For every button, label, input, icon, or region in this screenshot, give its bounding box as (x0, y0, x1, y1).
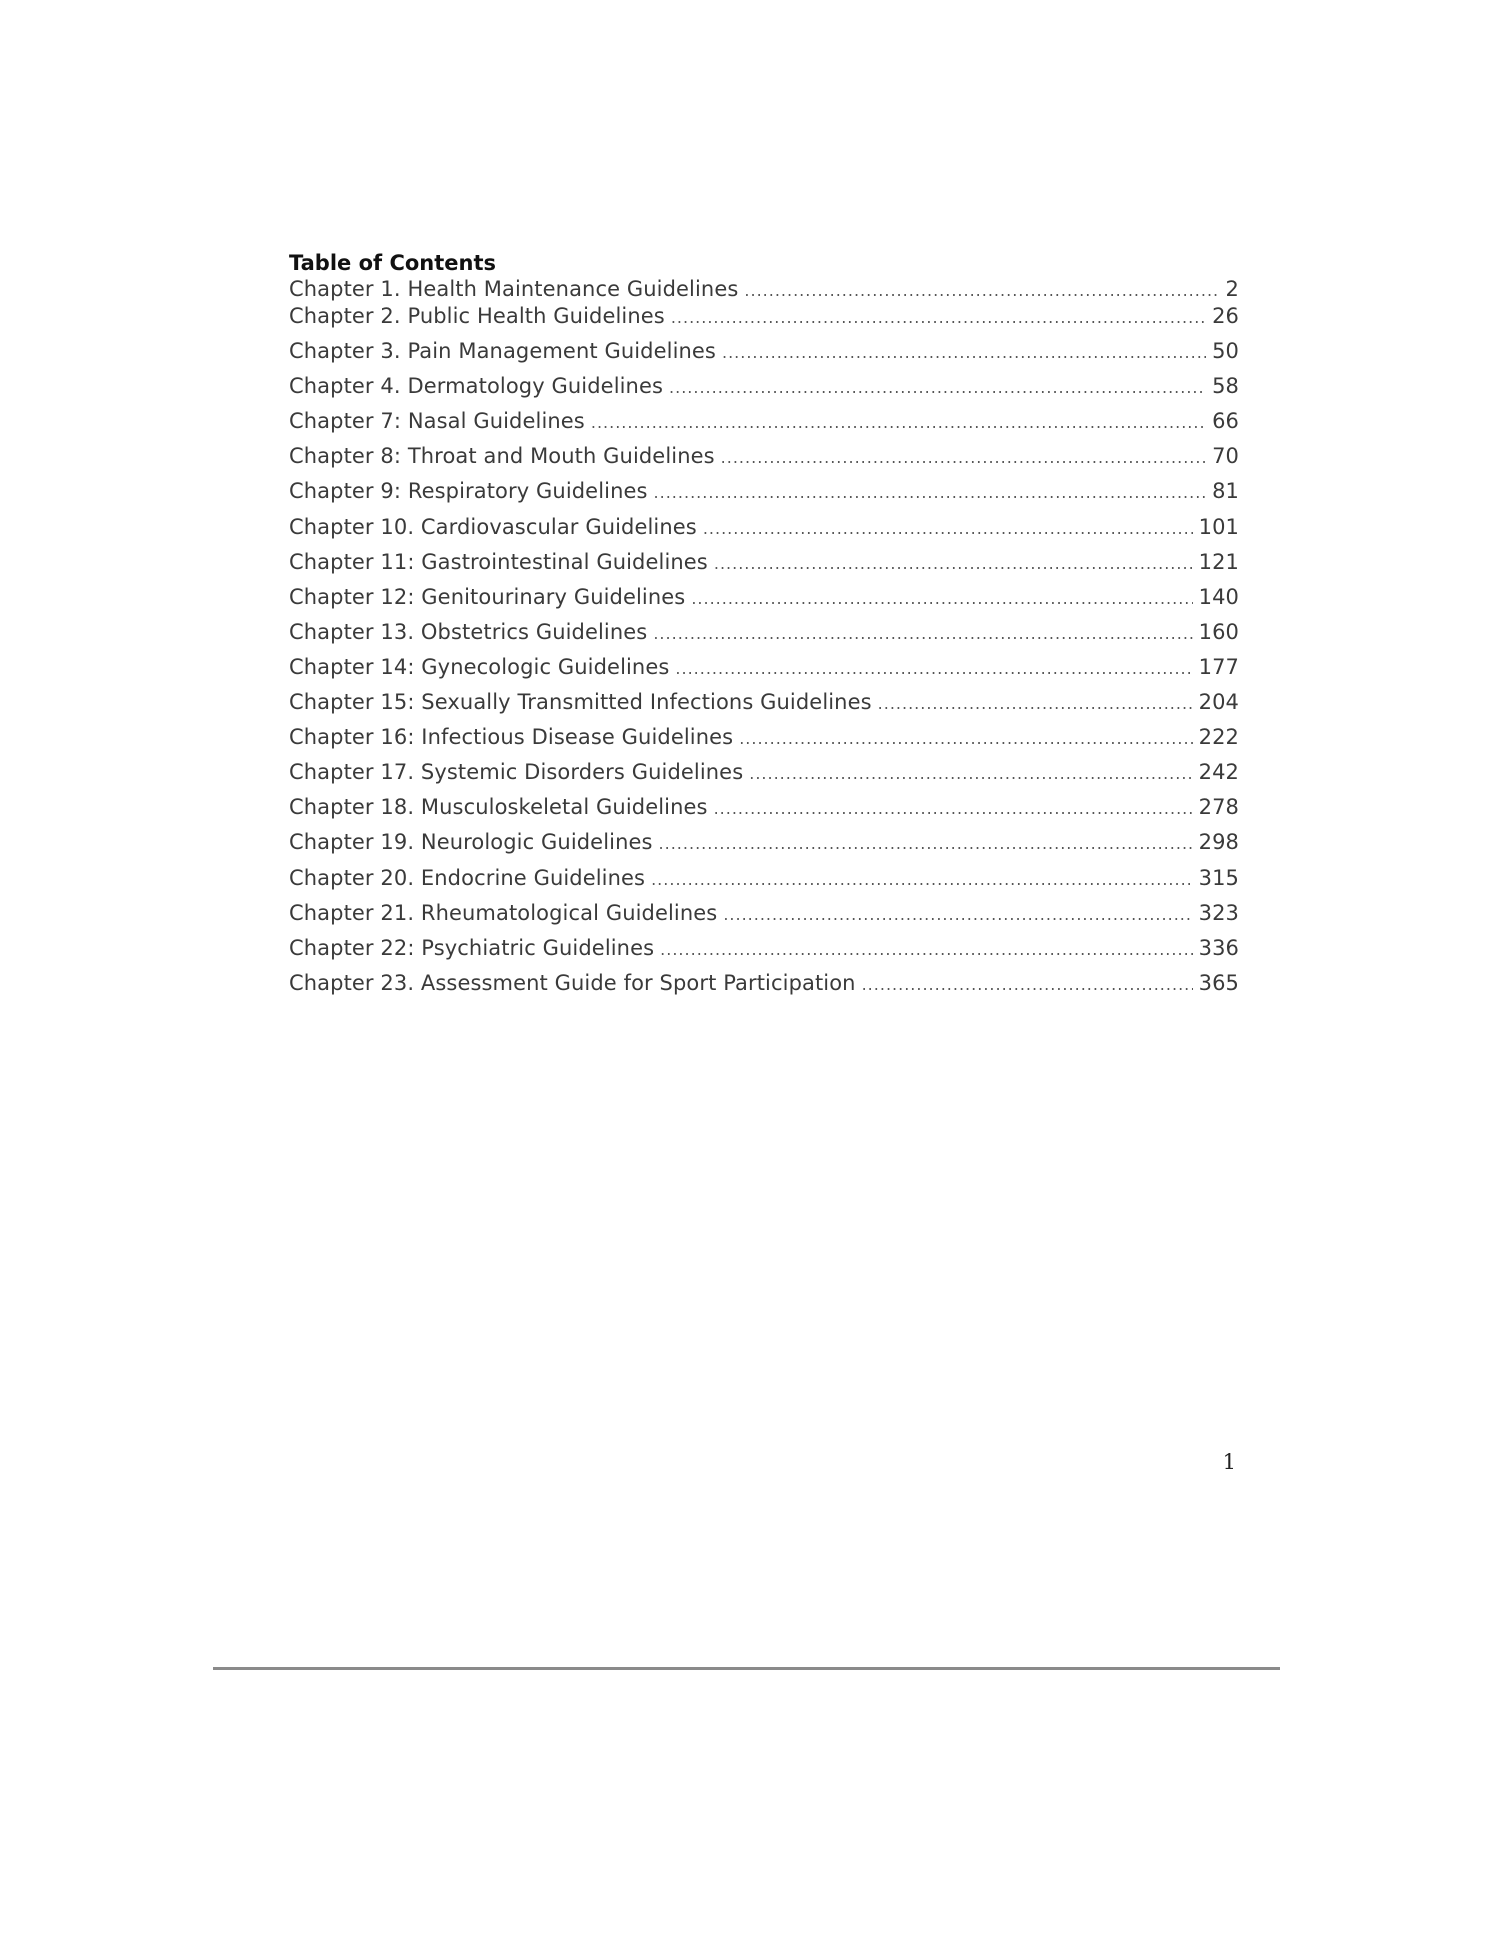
toc-entry[interactable] (289, 303, 1239, 338)
toc-entry-label: Chapter 7: Nasal Guidelines (289, 409, 585, 434)
toc-entry-page: 222 (1198, 725, 1239, 750)
toc-entry-label: Chapter 23. Assessment Guide for Sport Participation (289, 970, 856, 995)
toc-entry-label: Chapter 18. Musculoskeletal Guidelines (289, 795, 708, 820)
toc-entry-page: 81 (1212, 479, 1239, 504)
toc-entry-page: 58 (1212, 374, 1239, 399)
toc-entry[interactable] (289, 514, 1239, 549)
toc-dot-leader (749, 761, 1192, 787)
toc-entry-page: 315 (1198, 865, 1239, 890)
toc-entry-label: Chapter 19. Neurologic Guidelines (289, 830, 653, 855)
toc-entry-label: Chapter 10. Cardiovascular Guidelines (289, 514, 697, 539)
toc-entry-label: Chapter 15: Sexually Transmitted Infections Guidelines (289, 690, 872, 715)
toc-entry[interactable] (289, 724, 1239, 759)
table-of-contents (289, 250, 1239, 1005)
toc-dot-leader (660, 937, 1192, 963)
toc-entry-page: 121 (1198, 549, 1239, 574)
toc-entry[interactable] (289, 865, 1239, 900)
toc-dot-leader (671, 305, 1206, 331)
toc-dot-leader (739, 726, 1192, 752)
toc-entry[interactable] (289, 408, 1239, 443)
toc-entry-label: Chapter 20. Endocrine Guidelines (289, 865, 646, 890)
toc-entry-page: 365 (1198, 970, 1239, 995)
toc-entry[interactable] (289, 900, 1239, 935)
toc-dot-leader (714, 796, 1193, 822)
toc-entry-page: 177 (1198, 654, 1239, 679)
toc-entry[interactable] (289, 970, 1239, 1005)
toc-entry-label: Chapter 9: Respiratory Guidelines (289, 479, 648, 504)
toc-entry[interactable] (289, 689, 1239, 724)
toc-entry[interactable] (289, 549, 1239, 584)
toc-entry-label: Chapter 4. Dermatology Guidelines (289, 374, 664, 399)
toc-entry[interactable] (289, 584, 1239, 619)
toc-entry-page: 160 (1198, 619, 1239, 644)
toc-dot-leader (669, 375, 1206, 401)
toc-dot-leader (703, 516, 1193, 542)
toc-dot-leader (744, 278, 1219, 304)
toc-entry-page: 50 (1212, 339, 1239, 364)
toc-entry[interactable] (289, 443, 1239, 478)
toc-dot-leader (591, 410, 1206, 436)
toc-dot-leader (675, 656, 1192, 682)
toc-dot-leader (862, 972, 1193, 998)
toc-entry-page: 26 (1212, 304, 1239, 328)
toc-entry-page: 323 (1198, 900, 1239, 925)
toc-entry[interactable] (289, 794, 1239, 829)
toc-entry-page: 140 (1198, 584, 1239, 609)
toc-entry-page: 66 (1212, 409, 1239, 434)
toc-entry-page: 2 (1225, 277, 1239, 301)
toc-entry-label: Chapter 8: Throat and Mouth Guidelines (289, 444, 715, 469)
toc-entry[interactable] (289, 338, 1239, 373)
toc-dot-leader (721, 445, 1206, 471)
toc-entry-page: 242 (1198, 760, 1239, 785)
toc-entry[interactable] (289, 619, 1239, 654)
toc-entry-page: 298 (1198, 830, 1239, 855)
toc-entry-page: 101 (1198, 514, 1239, 539)
toc-dot-leader (651, 867, 1193, 893)
toc-entry[interactable] (289, 373, 1239, 408)
toc-entry-label: Chapter 17. Systemic Disorders Guidelines (289, 760, 744, 785)
toc-entry-page: 278 (1198, 795, 1239, 820)
toc-list (289, 276, 1239, 1005)
toc-entry-page: 336 (1198, 935, 1239, 960)
toc-entry-page: 70 (1212, 444, 1239, 469)
toc-dot-leader (722, 340, 1206, 366)
toc-entry-label: Chapter 22: Psychiatric Guidelines (289, 935, 655, 960)
toc-entry-label: Chapter 21. Rheumatological Guidelines (289, 900, 718, 925)
page-number: 1 (1222, 1450, 1236, 1474)
toc-entry-label: Chapter 2. Public Health Guidelines (289, 304, 665, 328)
toc-entry[interactable] (289, 759, 1239, 794)
toc-dot-leader (878, 691, 1193, 717)
toc-entry-label: Chapter 13. Obstetrics Guidelines (289, 619, 648, 644)
toc-entry-label: Chapter 12: Genitourinary Guidelines (289, 584, 686, 609)
toc-entry-label: Chapter 14: Gynecologic Guidelines (289, 654, 670, 679)
toc-entry[interactable] (289, 478, 1239, 513)
toc-title: Table of Contents (289, 251, 497, 275)
toc-dot-leader (654, 480, 1207, 506)
toc-entry-label: Chapter 16: Infectious Disease Guidelines (289, 725, 734, 750)
toc-entry-label: Chapter 3. Pain Management Guidelines (289, 339, 716, 364)
toc-dot-leader (723, 902, 1192, 928)
toc-dot-leader (714, 551, 1193, 577)
toc-entry-label: Chapter 11: Gastrointestinal Guidelines (289, 549, 708, 574)
toc-dot-leader (691, 586, 1192, 612)
toc-entry[interactable] (289, 276, 1239, 303)
toc-entry[interactable] (289, 935, 1239, 970)
toc-entry[interactable] (289, 829, 1239, 864)
toc-entry-page: 204 (1198, 690, 1239, 715)
footer-divider (213, 1667, 1280, 1670)
toc-dot-leader (659, 831, 1193, 857)
toc-dot-leader (653, 621, 1192, 647)
toc-entry-label: Chapter 1. Health Maintenance Guidelines (289, 277, 739, 301)
toc-entry[interactable] (289, 654, 1239, 689)
